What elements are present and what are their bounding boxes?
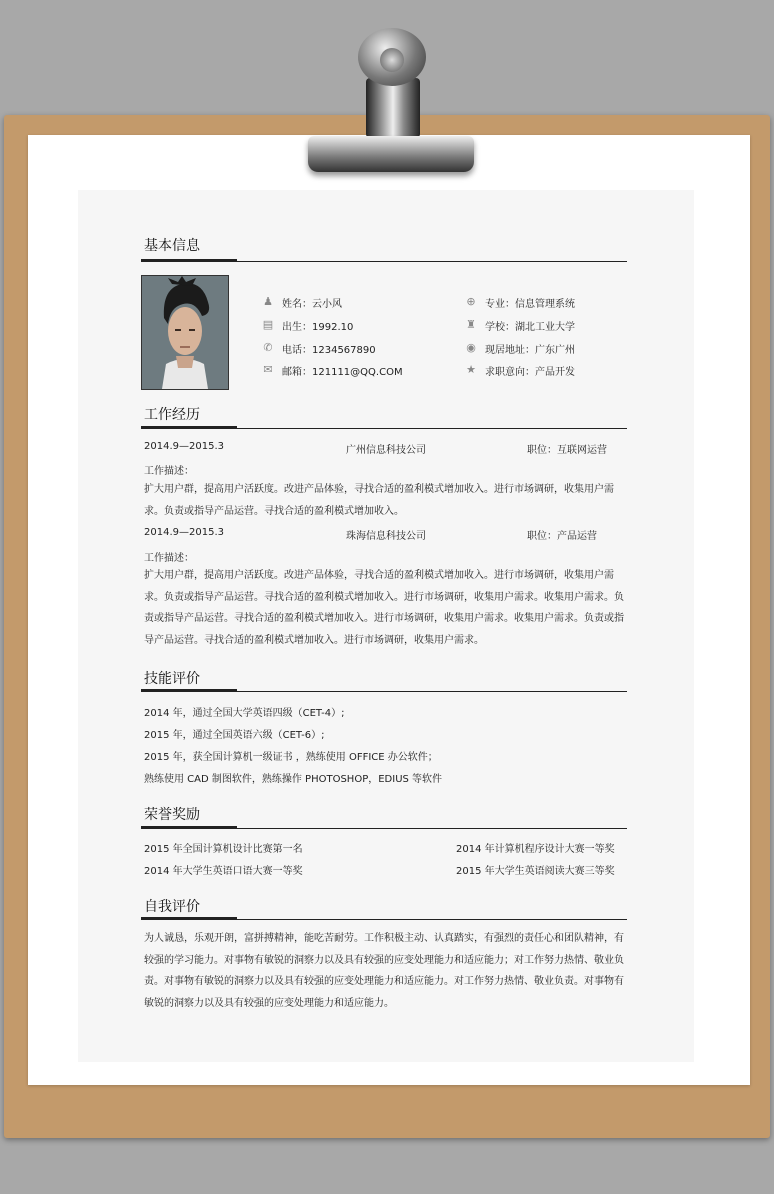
section-underline [141, 828, 627, 829]
info-intent: 求职意向：产品开发 [485, 367, 575, 378]
profile-photo [141, 275, 229, 390]
job-period: 2014.9—2015.3 [144, 441, 224, 452]
section-underline [141, 919, 627, 920]
info-name: 姓名：云小风 [282, 299, 342, 310]
binder-clip-hole [380, 48, 404, 72]
binder-clip-neck [366, 78, 420, 138]
info-email: 邮箱：121111@QQ.COM [282, 367, 403, 378]
section-title-skills: 技能评价 [144, 671, 200, 687]
job-company: 广州信息科技公司 [346, 445, 426, 456]
section-title-self: 自我评价 [144, 899, 200, 915]
section-title-work: 工作经历 [144, 407, 200, 423]
section-title-basic: 基本信息 [144, 238, 200, 254]
skill-item: 2015 年，获全国计算机一级证书 ，熟练使用 OFFICE 办公软件； [144, 752, 438, 763]
job-position: 职位：互联网运营 [527, 445, 607, 456]
phone-icon: ✆ [263, 341, 273, 354]
binder-clip-base [308, 136, 474, 172]
info-birth: 出生：1992.10 [282, 322, 354, 333]
calendar-icon: ▤ [262, 318, 274, 331]
star-icon: ★ [466, 363, 476, 376]
honor-item: 2014 年大学生英语口语大赛一等奖 [144, 866, 303, 877]
job-position: 职位：产品运营 [527, 531, 597, 542]
info-address: 现居地址：广东广州 [485, 345, 575, 356]
location-icon: ◉ [466, 341, 476, 354]
target-icon: ⊕ [466, 295, 476, 308]
skill-item: 2015 年，通过全国英语六级（CET-6）; [144, 730, 325, 741]
section-title-honors: 荣誉奖励 [144, 807, 200, 823]
self-evaluation: 为人诚恳，乐观开朗，富拼搏精神，能吃苦耐劳。工作积极主动、认真踏实，有强烈的责任心和团队精神，有较强的学习能力。对事物有敏锐的洞察力以及具有较强的应变处理能力和适应能力；对工作努力热情、敬业负责。对事物有敏锐的洞察力以及具有较强的应变处理能力和适应能力。对工作努力热情、敬业负责。对事物有敏锐的洞察力以及具有较强的应变处理能力和适应能力。 [144, 933, 624, 1009]
job-desc: 扩大用户群，提高用户活跃度。改进产品体验，寻找合适的盈利模式增加收入。进行市场调研，收集用户需求。负责或指导产品运营。寻找合适的盈利模式增加收入。 [144, 484, 614, 517]
info-major: 专业：信息管理系统 [485, 299, 575, 310]
job-desc-label: 工作描述： [144, 466, 194, 477]
honor-item: 2014 年计算机程序设计大赛一等奖 [456, 844, 615, 855]
info-school: 学校：湖北工业大学 [485, 322, 575, 333]
honor-item: 2015 年大学生英语阅读大赛三等奖 [456, 866, 615, 877]
job-company: 珠海信息科技公司 [346, 531, 426, 542]
job-desc-label: 工作描述： [144, 553, 194, 564]
honor-item: 2015 年全国计算机设计比赛第一名 [144, 844, 303, 855]
portrait-illustration [142, 276, 228, 389]
person-icon: ♟ [263, 295, 273, 308]
job-desc: 扩大用户群，提高用户活跃度。改进产品体验，寻找合适的盈利模式增加收入。进行市场调研，收集用户需求。负责或指导产品运营。寻找合适的盈利模式增加收入。进行市场调研，收集用户需求。收集用户需求。负责或指导产品运营。寻找合适的盈利模式增加收入。进行市场调研，收集用户需求。收集用户需求。负责或指导产品运营。寻找合适的盈利模式增加收入。进行市场调研，收集用户需求。 [144, 570, 624, 646]
section-underline [141, 261, 627, 262]
school-icon: ♜ [466, 318, 476, 331]
skill-item: 熟练使用 CAD 制图软件，熟练操作 PHOTOSHOP，EDIUS 等软件 [144, 774, 443, 785]
info-phone: 电话：1234567890 [282, 345, 376, 356]
section-underline [141, 691, 627, 692]
mail-icon: ✉ [263, 363, 273, 376]
job-period: 2014.9—2015.3 [144, 527, 224, 538]
section-underline [141, 428, 627, 429]
skill-item: 2014 年，通过全国大学英语四级（CET-4）; [144, 708, 345, 719]
